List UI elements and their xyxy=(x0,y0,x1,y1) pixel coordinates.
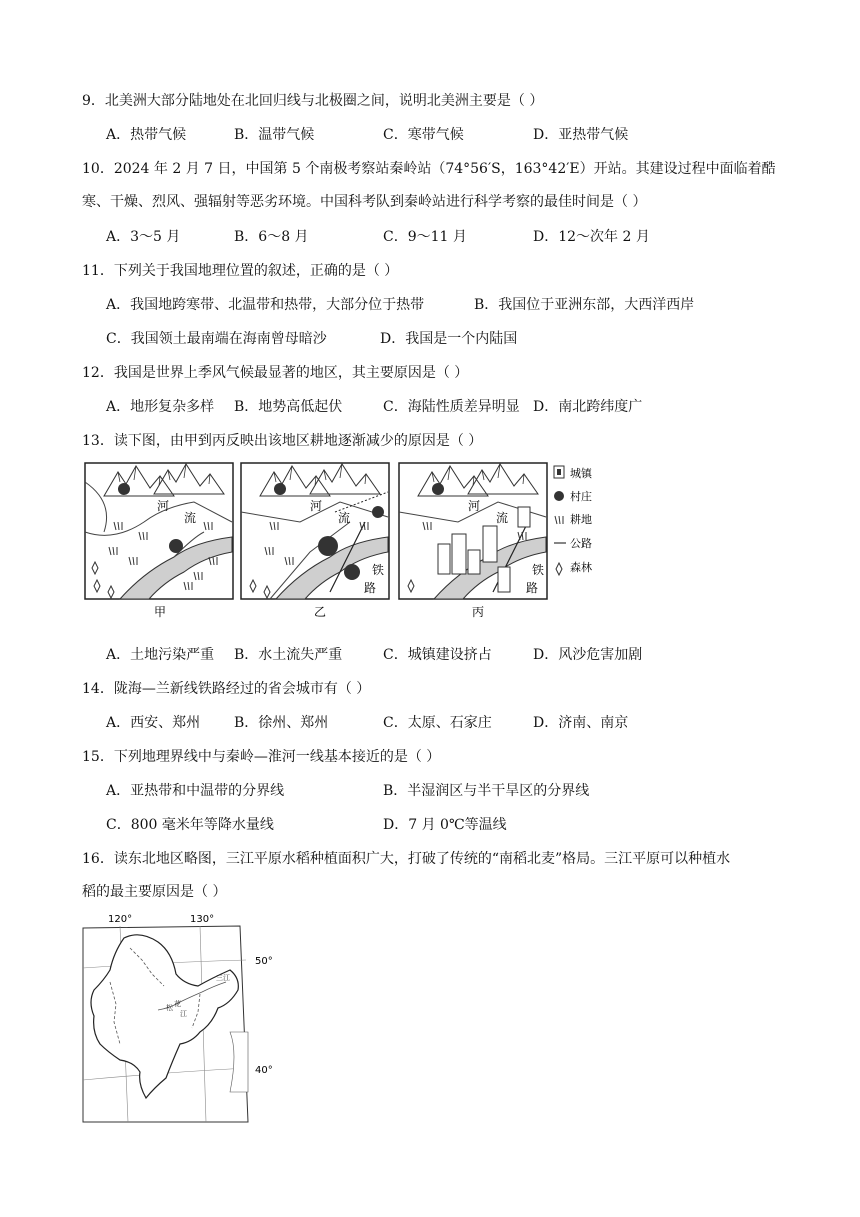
question-15-stem: 15．下列地理界线中与秦岭—淮河一线基本接近的是（ ） xyxy=(82,749,441,765)
railway-char-tie: 铁 xyxy=(372,563,385,577)
legend-forest: 森林 xyxy=(570,561,592,574)
question-10-stem-line2: 寒、干燥、烈风、强辐射等恶劣环境。中国科考队到秦岭站进行科学考察的最佳时间是（ ） xyxy=(82,194,647,210)
river-char-liu: 流 xyxy=(184,511,197,525)
question-9-stem: 9．北美洲大部分陆地处在北回归线与北极圈之间，说明北美洲主要是（ ） xyxy=(82,93,544,109)
q14-option-a[interactable]: A．西安、郑州 xyxy=(106,715,201,731)
river-char-he: 河 xyxy=(157,499,170,513)
q9-option-b[interactable]: B．温带气候 xyxy=(234,127,315,143)
q14-option-c[interactable]: C．太原、石家庄 xyxy=(383,715,492,731)
lon-label-130: 130° xyxy=(190,914,215,925)
q15-option-c[interactable]: C．800 毫米年等降水量线 xyxy=(106,817,274,833)
q12-option-a[interactable]: A．地形复杂多样 xyxy=(106,399,215,415)
q9-option-a[interactable]: A．热带气候 xyxy=(106,127,187,143)
question-16-stem-line2: 稻的最主要原因是（ ） xyxy=(82,884,227,900)
railway-char-tie: 铁 xyxy=(532,563,545,577)
q15-option-a[interactable]: A．亚热带和中温带的分界线 xyxy=(106,783,285,799)
panel-label-jia: 甲 xyxy=(154,605,167,619)
label-sanjiang: 三江 xyxy=(216,974,230,982)
q11-option-a[interactable]: A．我国地跨寒带、北温带和热带，大部分位于热带 xyxy=(106,297,425,313)
question-13-stem: 13．读下图，由甲到丙反映出该地区耕地逐渐减少的原因是（ ） xyxy=(82,433,483,449)
q11-option-b[interactable]: B．我国位于亚洲东部，大西洋西岸 xyxy=(474,297,695,313)
river-char-he: 河 xyxy=(310,499,323,513)
q10-option-b[interactable]: B．6～8 月 xyxy=(234,229,309,245)
panel-bing xyxy=(399,463,547,599)
question-12-stem: 12．我国是世界上季风气候最显著的地区，其主要原因是（ ） xyxy=(82,365,469,381)
railway-char-lu: 路 xyxy=(526,581,539,595)
q9-option-c[interactable]: C．寒带气候 xyxy=(383,127,464,143)
q13-option-c[interactable]: C．城镇建设挤占 xyxy=(383,647,492,663)
figure-legend xyxy=(554,466,593,575)
q9-option-d[interactable]: D．亚热带气候 xyxy=(533,127,629,143)
panel-jia xyxy=(85,463,233,599)
lat-label-40: 40° xyxy=(255,1065,273,1076)
northeast-china-map xyxy=(80,912,280,1126)
q14-option-b[interactable]: B．徐州、郑州 xyxy=(234,715,329,731)
legend-village: 村庄 xyxy=(570,490,592,503)
question-16-stem-line1: 16．读东北地区略图，三江平原水稻种植面积广大，打破了传统的“南稻北麦”格局。三江平原可以种植水 xyxy=(82,851,731,867)
question-14-stem: 14．陇海—兰新线铁路经过的省会城市有（ ） xyxy=(82,681,371,697)
q11-option-d[interactable]: D．我国是一个内陆国 xyxy=(380,331,518,347)
river-char-he: 河 xyxy=(468,499,481,513)
legend-road: 公路 xyxy=(570,537,592,550)
q15-option-d[interactable]: D．7 月 0℃等温线 xyxy=(383,817,507,833)
river-char-liu: 流 xyxy=(338,511,351,525)
question-10-stem-line1: 10．2024 年 2 月 7 日，中国第 5 个南极考察站秦岭站（74°56′S，163°42′E）开站。其建设过程中面临着酷 xyxy=(82,161,776,177)
label-hua: 花 xyxy=(174,1000,181,1008)
q11-option-c[interactable]: C．我国领土最南端在海南曾母暗沙 xyxy=(106,331,327,347)
river-char-liu: 流 xyxy=(496,511,509,525)
panel-label-yi: 乙 xyxy=(314,605,327,619)
q15-option-b[interactable]: B．半湿润区与半干旱区的分界线 xyxy=(383,783,590,799)
q14-option-d[interactable]: D．济南、南京 xyxy=(533,715,629,731)
question-11-stem: 11．下列关于我国地理位置的叙述，正确的是（ ） xyxy=(82,263,399,279)
lon-label-120: 120° xyxy=(108,914,133,925)
q12-option-d[interactable]: D．南北跨纬度广 xyxy=(533,399,643,415)
label-song: 松 xyxy=(166,1004,173,1012)
q13-option-a[interactable]: A．土地污染严重 xyxy=(106,647,215,663)
lat-label-50: 50° xyxy=(255,956,273,967)
q13-option-d[interactable]: D．风沙危害加剧 xyxy=(533,647,643,663)
q10-option-a[interactable]: A．3～5 月 xyxy=(106,229,181,245)
panel-label-bing: 丙 xyxy=(472,605,485,619)
q12-option-b[interactable]: B．地势高低起伏 xyxy=(234,399,343,415)
q10-option-c[interactable]: C．9～11 月 xyxy=(383,229,467,245)
legend-town: 城镇 xyxy=(570,467,592,480)
q10-option-d[interactable]: D．12～次年 2 月 xyxy=(533,229,650,245)
land-use-figure xyxy=(84,462,624,624)
label-jiang: 江 xyxy=(180,1010,187,1018)
railway-char-lu: 路 xyxy=(364,581,377,595)
q12-option-c[interactable]: C．海陆性质差异明显 xyxy=(383,399,520,415)
panel-yi xyxy=(241,463,389,599)
q13-option-b[interactable]: B．水土流失严重 xyxy=(234,647,343,663)
legend-farmland: 耕地 xyxy=(570,513,592,526)
